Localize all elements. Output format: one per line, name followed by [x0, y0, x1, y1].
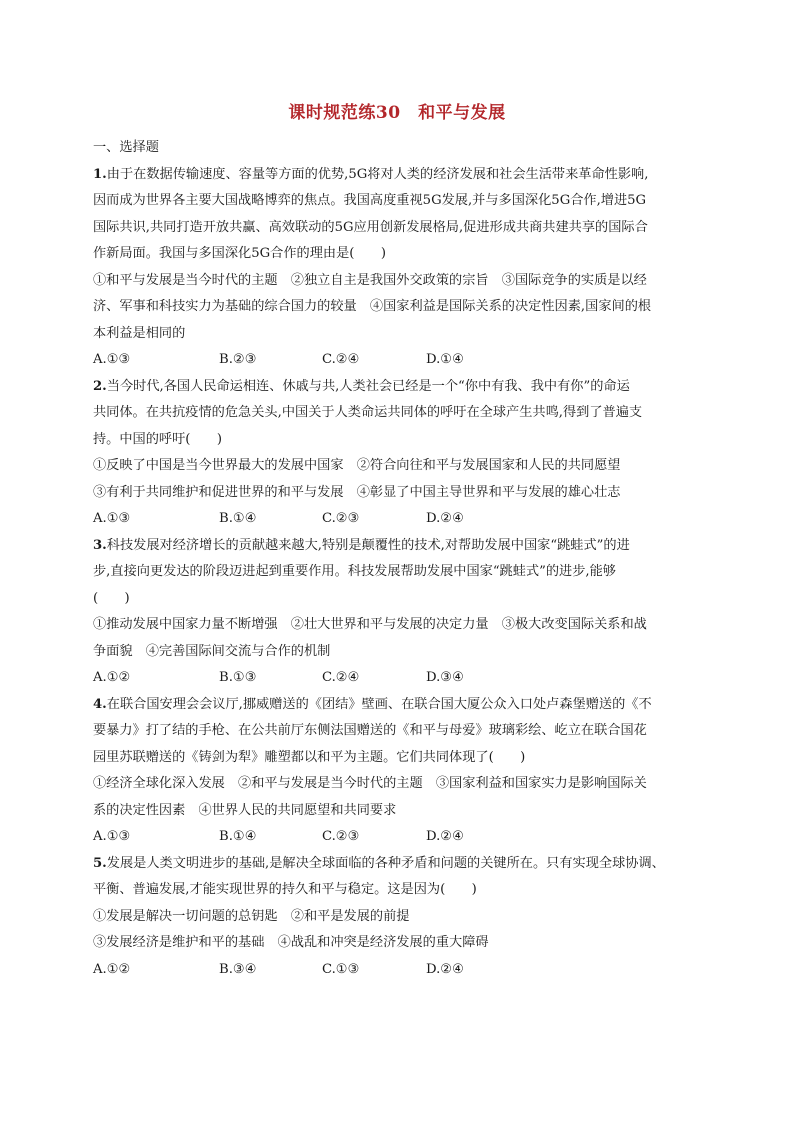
question-stem-line: 1.由于在数据传输速度、容量等方面的优势,5G将对人类的经济发展和社会生活带来革命性影响,	[93, 166, 649, 182]
option-a[interactable]: A.①③	[93, 829, 131, 844]
option-b[interactable]: B.①③	[219, 670, 257, 685]
answer-options	[93, 665, 713, 692]
answer-options	[93, 957, 713, 984]
question-5	[93, 851, 713, 984]
statement-line: ①推动发展中国家力量不断增强 ②壮大世界和平与发展的决定力量 ③极大改变国际关系和战	[93, 617, 647, 632]
option-c[interactable]: C.②④	[322, 670, 360, 685]
statement-line: 济、军事和科技实力为基础的综合国力的较量 ④国家利益是国际关系的决定性因素,国家间的根	[93, 299, 652, 314]
option-b[interactable]: B.①④	[219, 829, 257, 844]
section-heading: 一、选择题	[93, 140, 159, 155]
question-stem-line: 作新局面。我国与多国深化5G合作的理由是( )	[93, 246, 386, 261]
question-stem-line: 5.发展是人类文明进步的基础,是解决全球面临的各种矛盾和问题的关键所在。只有实现全球协调、	[93, 855, 665, 871]
option-a[interactable]: A.①③	[93, 511, 131, 526]
question-stem-line: 平衡、普遍发展,才能实现世界的持久和平与稳定。这是因为( )	[93, 882, 477, 897]
question-stem-line: 因而成为世界各主要大国战略博弈的焦点。我国高度重视5G发展,并与多国深化5G合作,增进5G	[93, 193, 647, 208]
answer-options	[93, 824, 713, 851]
statement-line: ③发展经济是维护和平的基础 ④战乱和冲突是经济发展的重大障碍	[93, 935, 489, 950]
question-number: 3.	[93, 537, 107, 553]
option-d[interactable]: D.②④	[426, 961, 464, 977]
question-stem-line: 共同体。在共抗疫情的危急关头,中国关于人类命运共同体的呼吁在全球产生共鸣,得到了普遍支	[93, 405, 643, 420]
question-stem-line: 2.当今时代,各国人民命运相连、休戚与共,人类社会已经是一个“你中有我、我中有你”的命运	[93, 378, 630, 394]
statement-line: ①经济全球化深入发展 ②和平与发展是当今时代的主题 ③国家利益和国家实力是影响国际关	[93, 776, 647, 791]
answer-options	[93, 506, 713, 533]
option-d[interactable]: D.②④	[426, 511, 464, 526]
question-stem-line: 要暴力》打了结的手枪、在公共前厅东侧法国赠送的《和平与母爱》玻璃彩绘、屹立在联合国花	[93, 723, 647, 738]
question-number: 4.	[93, 696, 107, 712]
question-3	[93, 533, 713, 692]
question-stem-line: 园里苏联赠送的《铸剑为犁》雕塑都以和平为主题。它们共同体现了( )	[93, 749, 526, 765]
question-stem-line: ( )	[93, 590, 130, 606]
question-4	[93, 692, 713, 851]
question-stem-line: 国际共识,共同打造开放共赢、高效联动的5G应用创新发展格局,促进形成共商共建共享的国际合	[93, 219, 648, 235]
option-d[interactable]: D.②④	[426, 829, 464, 844]
option-b[interactable]: B.②③	[219, 352, 257, 367]
question-stem-line: 持。中国的呼吁( )	[93, 431, 222, 447]
statement-line: 系的决定性因素 ④世界人民的共同愿望和共同要求	[93, 802, 397, 818]
statement-line: ①和平与发展是当今时代的主题 ②独立自主是我国外交政策的宗旨 ③国际竞争的实质是以经	[93, 272, 647, 288]
question-1	[93, 162, 713, 374]
question-number: 5.	[93, 855, 107, 871]
option-c[interactable]: C.②③	[322, 511, 360, 526]
statement-line: 本利益是相同的	[93, 325, 186, 341]
answer-options	[93, 347, 713, 374]
option-a[interactable]: A.①②	[93, 670, 131, 685]
question-2	[93, 374, 713, 533]
question-stem-line: 步,直接向更发达的阶段迈进起到重要作用。科技发展帮助发展中国家“跳蛙式”的进步,能够	[93, 564, 616, 579]
statement-line: 争面貌 ④完善国际间交流与合作的机制	[93, 643, 331, 659]
option-a[interactable]: A.①③	[93, 352, 131, 367]
question-stem-line: 3.科技发展对经济增长的贡献越来越大,特别是颠覆性的技术,对帮助发展中国家“跳蛙式”的进	[93, 537, 630, 553]
option-b[interactable]: B.①④	[219, 511, 257, 526]
option-c[interactable]: C.②③	[322, 829, 360, 844]
question-number: 1.	[93, 166, 107, 182]
option-b[interactable]: B.③④	[219, 961, 257, 977]
question-number: 2.	[93, 378, 107, 394]
statement-line: ①反映了中国是当今世界最大的发展中国家 ②符合向往和平与发展国家和人民的共同愿望	[93, 458, 621, 473]
option-c[interactable]: C.②④	[322, 352, 360, 367]
statement-line: ①发展是解决一切问题的总钥匙 ②和平是发展的前提	[93, 908, 410, 924]
option-c[interactable]: C.①③	[322, 961, 360, 977]
page-title: 课时规范练30 和平与发展	[288, 103, 506, 123]
question-list	[93, 135, 713, 983]
option-a[interactable]: A.①②	[93, 961, 131, 977]
statement-line: ③有利于共同维护和促进世界的和平与发展 ④彰显了中国主导世界和平与发展的雄心壮志	[93, 484, 621, 500]
question-stem-line: 4.在联合国安理会会议厅,挪威赠送的《团结》壁画、在联合国大厦公众入口处卢森堡赠送的《不	[93, 696, 652, 712]
option-d[interactable]: D.①④	[426, 352, 464, 367]
option-d[interactable]: D.③④	[426, 670, 464, 685]
